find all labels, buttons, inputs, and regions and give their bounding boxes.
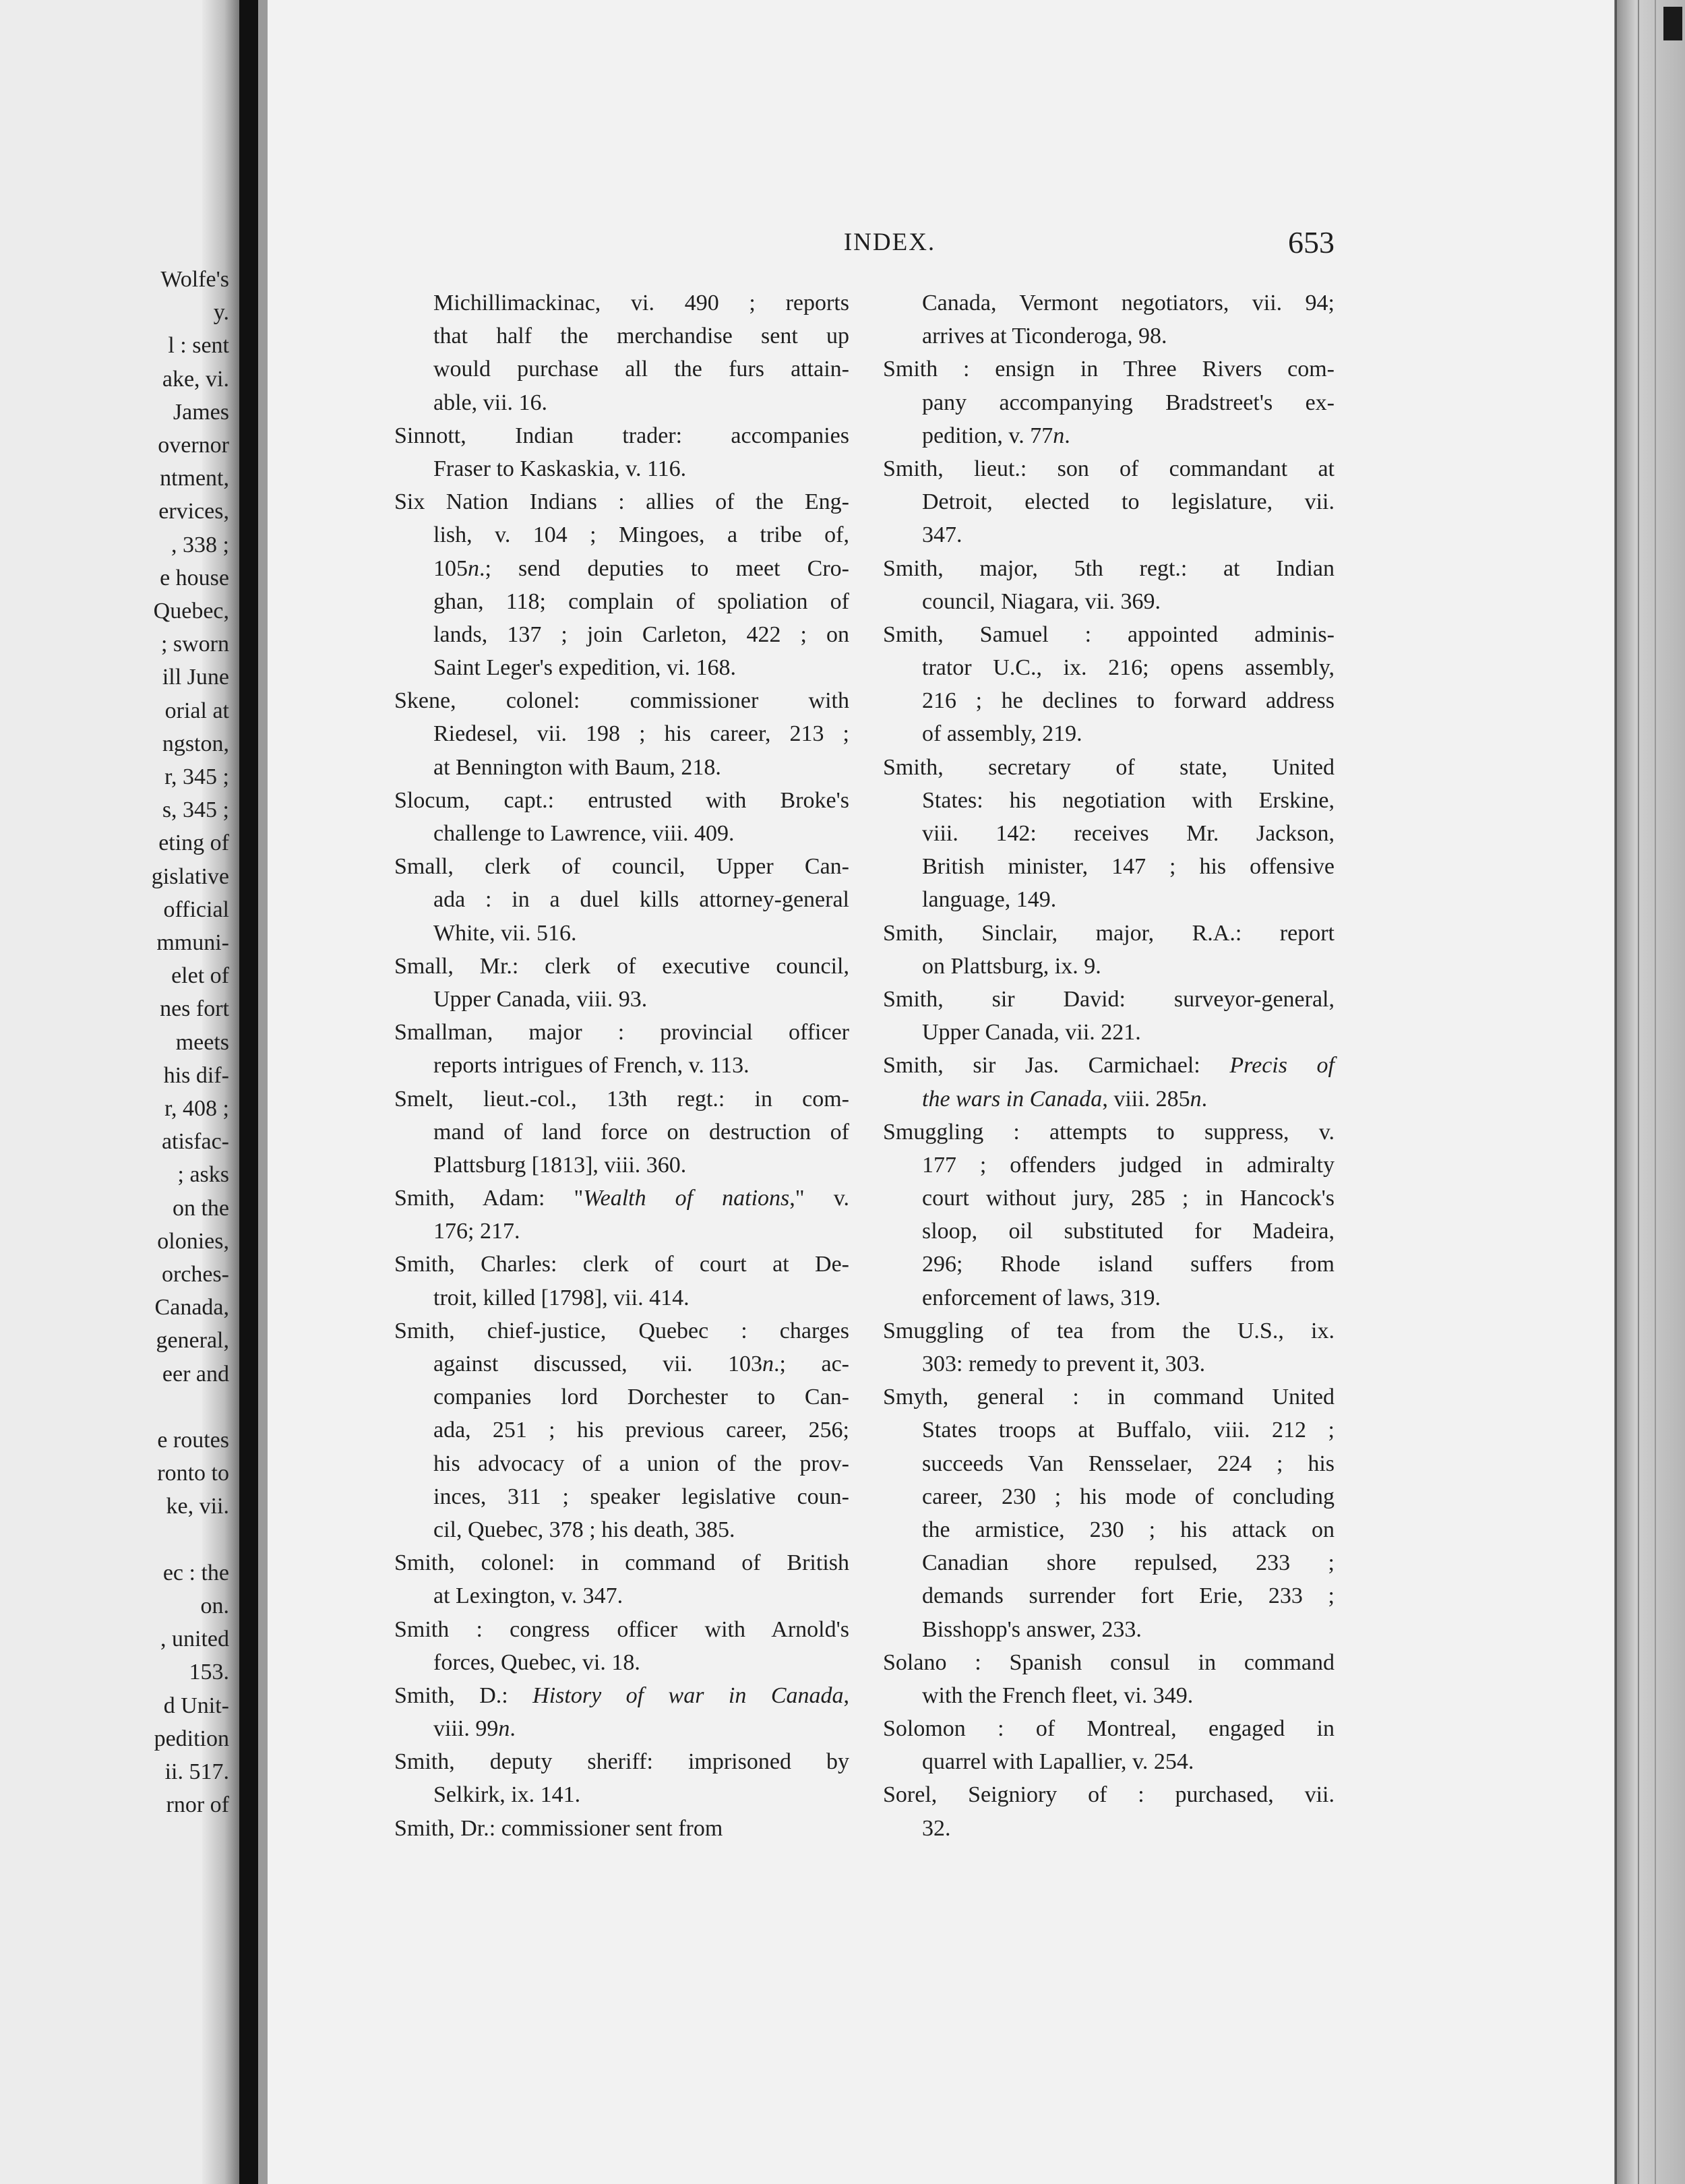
- index-column-right: [883, 286, 1335, 1845]
- index-entry-line: Sorel, Seigniory of : purchased, vii.: [883, 1782, 1335, 1808]
- index-entry-line: Smelt, lieut.-col., 13th regt.: in com-: [394, 1086, 849, 1112]
- index-entry-line: Smith : congress officer with Arnold's: [394, 1616, 849, 1642]
- index-entry-line: succeeds Van Rensselaer, 224 ; his: [922, 1451, 1335, 1476]
- index-entry-line: Solano : Spanish consul in command: [883, 1649, 1335, 1675]
- prev-page-line: , united: [160, 1627, 229, 1652]
- index-entry: [883, 1778, 1335, 1844]
- prev-page-line: James: [173, 399, 229, 425]
- index-entry-line: Smith, Dr.: commissioner sent from: [394, 1815, 723, 1841]
- index-entry-line: Smith, Charles: clerk of court at De-: [394, 1252, 849, 1277]
- index-entry-line: pedition, v. 77n.: [922, 423, 1070, 448]
- prev-page-line: overnor: [158, 433, 229, 458]
- prev-page-line: atisfac-: [161, 1129, 229, 1155]
- prev-page-line: eting of: [158, 830, 229, 856]
- prev-page-line: on the: [172, 1195, 229, 1221]
- index-entry: [394, 485, 849, 684]
- index-entry: [394, 286, 849, 419]
- prev-page-line: Quebec,: [153, 599, 229, 624]
- index-entry-line: White, vii. 516.: [433, 920, 577, 946]
- index-entry-line: Smith, deputy sheriff: imprisoned by: [394, 1749, 849, 1775]
- prev-page-line: general,: [156, 1328, 229, 1354]
- index-entry-line: 303: remedy to prevent it, 303.: [922, 1352, 1206, 1376]
- index-entry: [394, 1546, 849, 1612]
- index-entry-line: Sinnott, Indian trader: accompanies: [394, 423, 849, 448]
- index-entry-line: Smallman, major : provincial officer: [394, 1020, 849, 1045]
- index-entry-line: Six Nation Indians : allies of the Eng-: [394, 489, 849, 515]
- index-entry-line: Skene, colonel: commissioner with: [394, 688, 849, 714]
- index-entry-line: 32.: [922, 1815, 951, 1841]
- prev-page-line: ake, vi.: [162, 366, 229, 392]
- prev-page-line: Wolfe's: [160, 267, 229, 292]
- index-entry-line: viii. 142: receives Mr. Jackson,: [922, 821, 1335, 846]
- prev-page-line: ronto to: [157, 1461, 229, 1486]
- index-entry-line: Fraser to Kaskaskia, v. 116.: [433, 456, 687, 481]
- prev-page-line: l : sent: [168, 333, 229, 359]
- index-entry-line: Smith, Sinclair, major, R.A.: report: [883, 920, 1335, 946]
- index-entry-line: 177 ; offenders judged in admiralty: [922, 1152, 1335, 1178]
- index-entry-line: Smith, colonel: in command of British: [394, 1550, 849, 1576]
- index-entry: [883, 751, 1335, 917]
- index-entry-line: 105n.; send deputies to meet Cro-: [433, 555, 849, 581]
- index-entry-line: court without jury, 285 ; in Hancock's: [922, 1186, 1335, 1211]
- prev-page-line: e routes: [157, 1428, 229, 1453]
- index-entry-line: language, 149.: [922, 887, 1057, 913]
- index-entry: [883, 983, 1335, 1049]
- prev-page-line: ke, vii.: [166, 1494, 229, 1519]
- index-entry-line: lands, 137 ; join Carleton, 422 ; on: [433, 621, 849, 647]
- index-entry-line: would purchase all the furs attain-: [433, 357, 849, 382]
- index-entry-line: Smuggling : attempts to suppress, v.: [883, 1119, 1335, 1145]
- index-entry: [394, 1812, 849, 1845]
- index-entry-line: against discussed, vii. 103n.; ac-: [433, 1352, 850, 1376]
- index-entry: [394, 1745, 849, 1811]
- index-entry-line: Canada, Vermont negotiators, vii. 94;: [922, 291, 1335, 315]
- index-entry-line: ada : in a duel kills attorney-general: [433, 887, 849, 913]
- prev-page-line: d Unit-: [163, 1693, 229, 1718]
- index-entry-line: mand of land force on destruction of: [433, 1119, 849, 1145]
- index-entry: [883, 452, 1335, 552]
- index-entry-line: forces, Quebec, vi. 18.: [433, 1649, 640, 1675]
- index-entry: [394, 850, 849, 950]
- index-entry: [883, 618, 1335, 751]
- index-entry-line: Smith, Adam: "Wealth of nations," v.: [394, 1186, 850, 1211]
- index-entry-line: 176; 217.: [433, 1219, 520, 1244]
- index-entry-line: Smith, secretary of state, United: [883, 754, 1335, 780]
- index-entry-line: enforcement of laws, 319.: [922, 1285, 1161, 1310]
- index-entry: [883, 1381, 1335, 1646]
- prev-page-line: on.: [200, 1594, 229, 1618]
- prev-page-line: y.: [213, 300, 229, 326]
- index-entry-line: States troops at Buffalo, viii. 212 ;: [922, 1418, 1335, 1443]
- index-entry-line: Smith, major, 5th regt.: at Indian: [883, 555, 1335, 581]
- prev-page-line: ill June: [162, 665, 229, 690]
- index-entry-line: inces, 311 ; speaker legislative coun-: [433, 1484, 849, 1509]
- index-entry-line: trator U.C., ix. 216; opens assembly,: [922, 655, 1335, 681]
- prev-page-line: orches-: [161, 1262, 229, 1287]
- index-entry-line: pany accompanying Bradstreet's ex-: [922, 390, 1335, 415]
- index-entry-line: on Plattsburg, ix. 9.: [922, 953, 1101, 979]
- prev-page-line: eer and: [162, 1361, 229, 1387]
- index-entry-line: Smith, sir Jas. Carmichael: Precis of: [883, 1053, 1335, 1079]
- prev-page-line: his dif-: [163, 1062, 229, 1088]
- index-entry-line: ada, 251 ; his previous career, 256;: [433, 1418, 849, 1443]
- index-entry: [394, 684, 849, 784]
- index-entry-line: Smith, lieut.: son of commandant at: [883, 456, 1335, 481]
- prev-page-line: ii. 517.: [164, 1759, 229, 1784]
- prev-page-line: pedition: [154, 1726, 229, 1751]
- index-entry: [883, 917, 1335, 983]
- prev-page-line: official: [163, 897, 229, 922]
- prev-page-line: ntment,: [160, 466, 229, 491]
- index-entry-line: Smyth, general : in command United: [883, 1385, 1335, 1410]
- prev-page-line: ; asks: [177, 1162, 229, 1188]
- index-entry: [883, 353, 1335, 452]
- prev-page-line: e house: [160, 565, 229, 590]
- prev-page-line: ngston,: [162, 731, 229, 756]
- index-entry: [394, 1182, 849, 1248]
- prev-page-line: ; sworn: [160, 632, 229, 657]
- prev-page-line: olonies,: [157, 1228, 229, 1254]
- prev-page-line: Canada,: [154, 1295, 229, 1321]
- index-entry: [883, 1646, 1335, 1712]
- index-column-left: [394, 286, 849, 1845]
- index-entry-line: Upper Canada, viii. 93.: [433, 986, 648, 1012]
- index-entry: [394, 1248, 849, 1314]
- index-entry-line: Detroit, elected to legislature, vii.: [922, 489, 1335, 515]
- index-entry: [394, 1679, 849, 1745]
- index-entry-line: viii. 99n.: [433, 1716, 516, 1742]
- prev-page-line: 153.: [189, 1660, 229, 1685]
- index-entry-line: his advocacy of a union of the prov-: [433, 1451, 849, 1476]
- index-entry-line: Slocum, capt.: entrusted with Broke's: [394, 787, 849, 813]
- index-entry-line: reports intrigues of French, v. 113.: [433, 1053, 749, 1079]
- index-entry-line: Smith, D.: History of war in Canada,: [394, 1682, 849, 1708]
- page-title: INDEX.: [843, 229, 936, 256]
- index-entry: [883, 1116, 1335, 1314]
- index-entry: [394, 1083, 849, 1182]
- index-entry-line: ghan, 118; complain of spoliation of: [433, 588, 849, 614]
- index-entry-line: 347.: [922, 522, 962, 548]
- index-entry-line: with the French fleet, vi. 349.: [922, 1682, 1194, 1708]
- index-entry: [394, 1016, 849, 1082]
- index-entry-line: the armistice, 230 ; his attack on: [922, 1517, 1335, 1542]
- index-entry-line: States: his negotiation with Erskine,: [922, 787, 1335, 813]
- index-entry-line: Smith, chief-justice, Quebec : charges: [394, 1318, 849, 1343]
- prev-page-line: , 338 ;: [171, 532, 229, 557]
- prev-page-line: elet of: [171, 963, 229, 989]
- index-entry-line: quarrel with Lapallier, v. 254.: [922, 1749, 1194, 1775]
- index-entry-line: able, vii. 16.: [433, 390, 548, 415]
- index-entry: [883, 1712, 1335, 1778]
- index-entry-line: arrives at Ticonderoga, 98.: [922, 324, 1167, 349]
- index-entry-line: 216 ; he declines to forward address: [922, 688, 1335, 714]
- index-entry-line: the wars in Canada, viii. 285n.: [922, 1086, 1208, 1112]
- page-number: 653: [1288, 225, 1335, 260]
- index-entry-line: 296; Rhode island suffers from: [922, 1252, 1335, 1277]
- index-entry-line: Plattsburg [1813], viii. 360.: [433, 1152, 687, 1178]
- prev-page-line: nes fort: [160, 996, 229, 1022]
- index-entry-line: Smith, Samuel : appointed adminis-: [883, 621, 1335, 647]
- index-entry: [394, 1314, 849, 1546]
- prev-page-line: rnor of: [166, 1792, 229, 1818]
- index-entry-line: lish, v. 104 ; Mingoes, a tribe of,: [433, 522, 849, 548]
- index-entry-line: council, Niagara, vii. 369.: [922, 588, 1161, 614]
- prev-page-line: r, 345 ;: [164, 764, 229, 789]
- index-entry-line: Riedesel, vii. 198 ; his career, 213 ;: [433, 721, 849, 747]
- prev-page-line: meets: [175, 1029, 229, 1055]
- index-entry: [883, 552, 1335, 618]
- index-entry-line: Michillimackinac, vi. 490 ; reports: [433, 291, 849, 315]
- index-entry-line: Saint Leger's expedition, vi. 168.: [433, 655, 736, 681]
- index-entry-line: cil, Quebec, 378 ; his death, 385.: [433, 1517, 735, 1542]
- prev-page-line: r, 408 ;: [164, 1096, 229, 1121]
- index-entry: [394, 419, 849, 485]
- index-entry-line: companies lord Dorchester to Can-: [433, 1385, 849, 1410]
- index-entry-line: British minister, 147 ; his offensive: [922, 854, 1335, 880]
- index-entry-line: Solomon : of Montreal, engaged in: [883, 1716, 1335, 1742]
- index-entry: [394, 1613, 849, 1679]
- prev-page-line: mmuni-: [156, 930, 229, 955]
- index-entry-line: Smith, sir David: surveyor-general,: [883, 986, 1335, 1012]
- index-entry-line: of assembly, 219.: [922, 721, 1082, 747]
- index-entry: [883, 1314, 1335, 1381]
- index-entry-line: Upper Canada, vii. 221.: [922, 1020, 1141, 1045]
- index-entry-line: troit, killed [1798], vii. 414.: [433, 1285, 690, 1310]
- running-head: [391, 222, 1335, 263]
- index-entry-line: Smith : ensign in Three Rivers com-: [883, 357, 1335, 382]
- index-entry-line: Bisshopp's answer, 233.: [922, 1616, 1142, 1642]
- prev-page-line: ervices,: [158, 499, 229, 524]
- prev-page-line: orial at: [164, 698, 229, 723]
- index-entry: [883, 286, 1335, 353]
- index-entry-line: demands surrender fort Erie, 233 ;: [922, 1583, 1335, 1609]
- prev-page-line: gislative: [151, 863, 229, 889]
- index-entry: [394, 950, 849, 1016]
- index-entry-line: Canadian shore repulsed, 233 ;: [922, 1550, 1335, 1576]
- index-entry-line: challenge to Lawrence, viii. 409.: [433, 821, 735, 846]
- index-entry: [883, 1049, 1335, 1115]
- index-entry-line: Selkirk, ix. 141.: [433, 1782, 581, 1808]
- index-entry-line: that half the merchandise sent up: [433, 324, 849, 349]
- index-entry-line: Small, clerk of council, Upper Can-: [394, 854, 849, 880]
- index-entry-line: Small, Mr.: clerk of executive council,: [394, 953, 849, 979]
- index-entry-line: Smuggling of tea from the U.S., ix.: [883, 1318, 1335, 1343]
- index-entry-line: sloop, oil substituted for Madeira,: [922, 1219, 1335, 1244]
- index-entry: [394, 784, 849, 850]
- index-entry-line: career, 230 ; his mode of concluding: [922, 1484, 1335, 1509]
- prev-page-line: ec : the: [162, 1560, 229, 1585]
- index-entry-line: at Lexington, v. 347.: [433, 1583, 623, 1609]
- prev-page-line: s, 345 ;: [162, 797, 229, 823]
- index-entry-line: at Bennington with Baum, 218.: [433, 754, 721, 780]
